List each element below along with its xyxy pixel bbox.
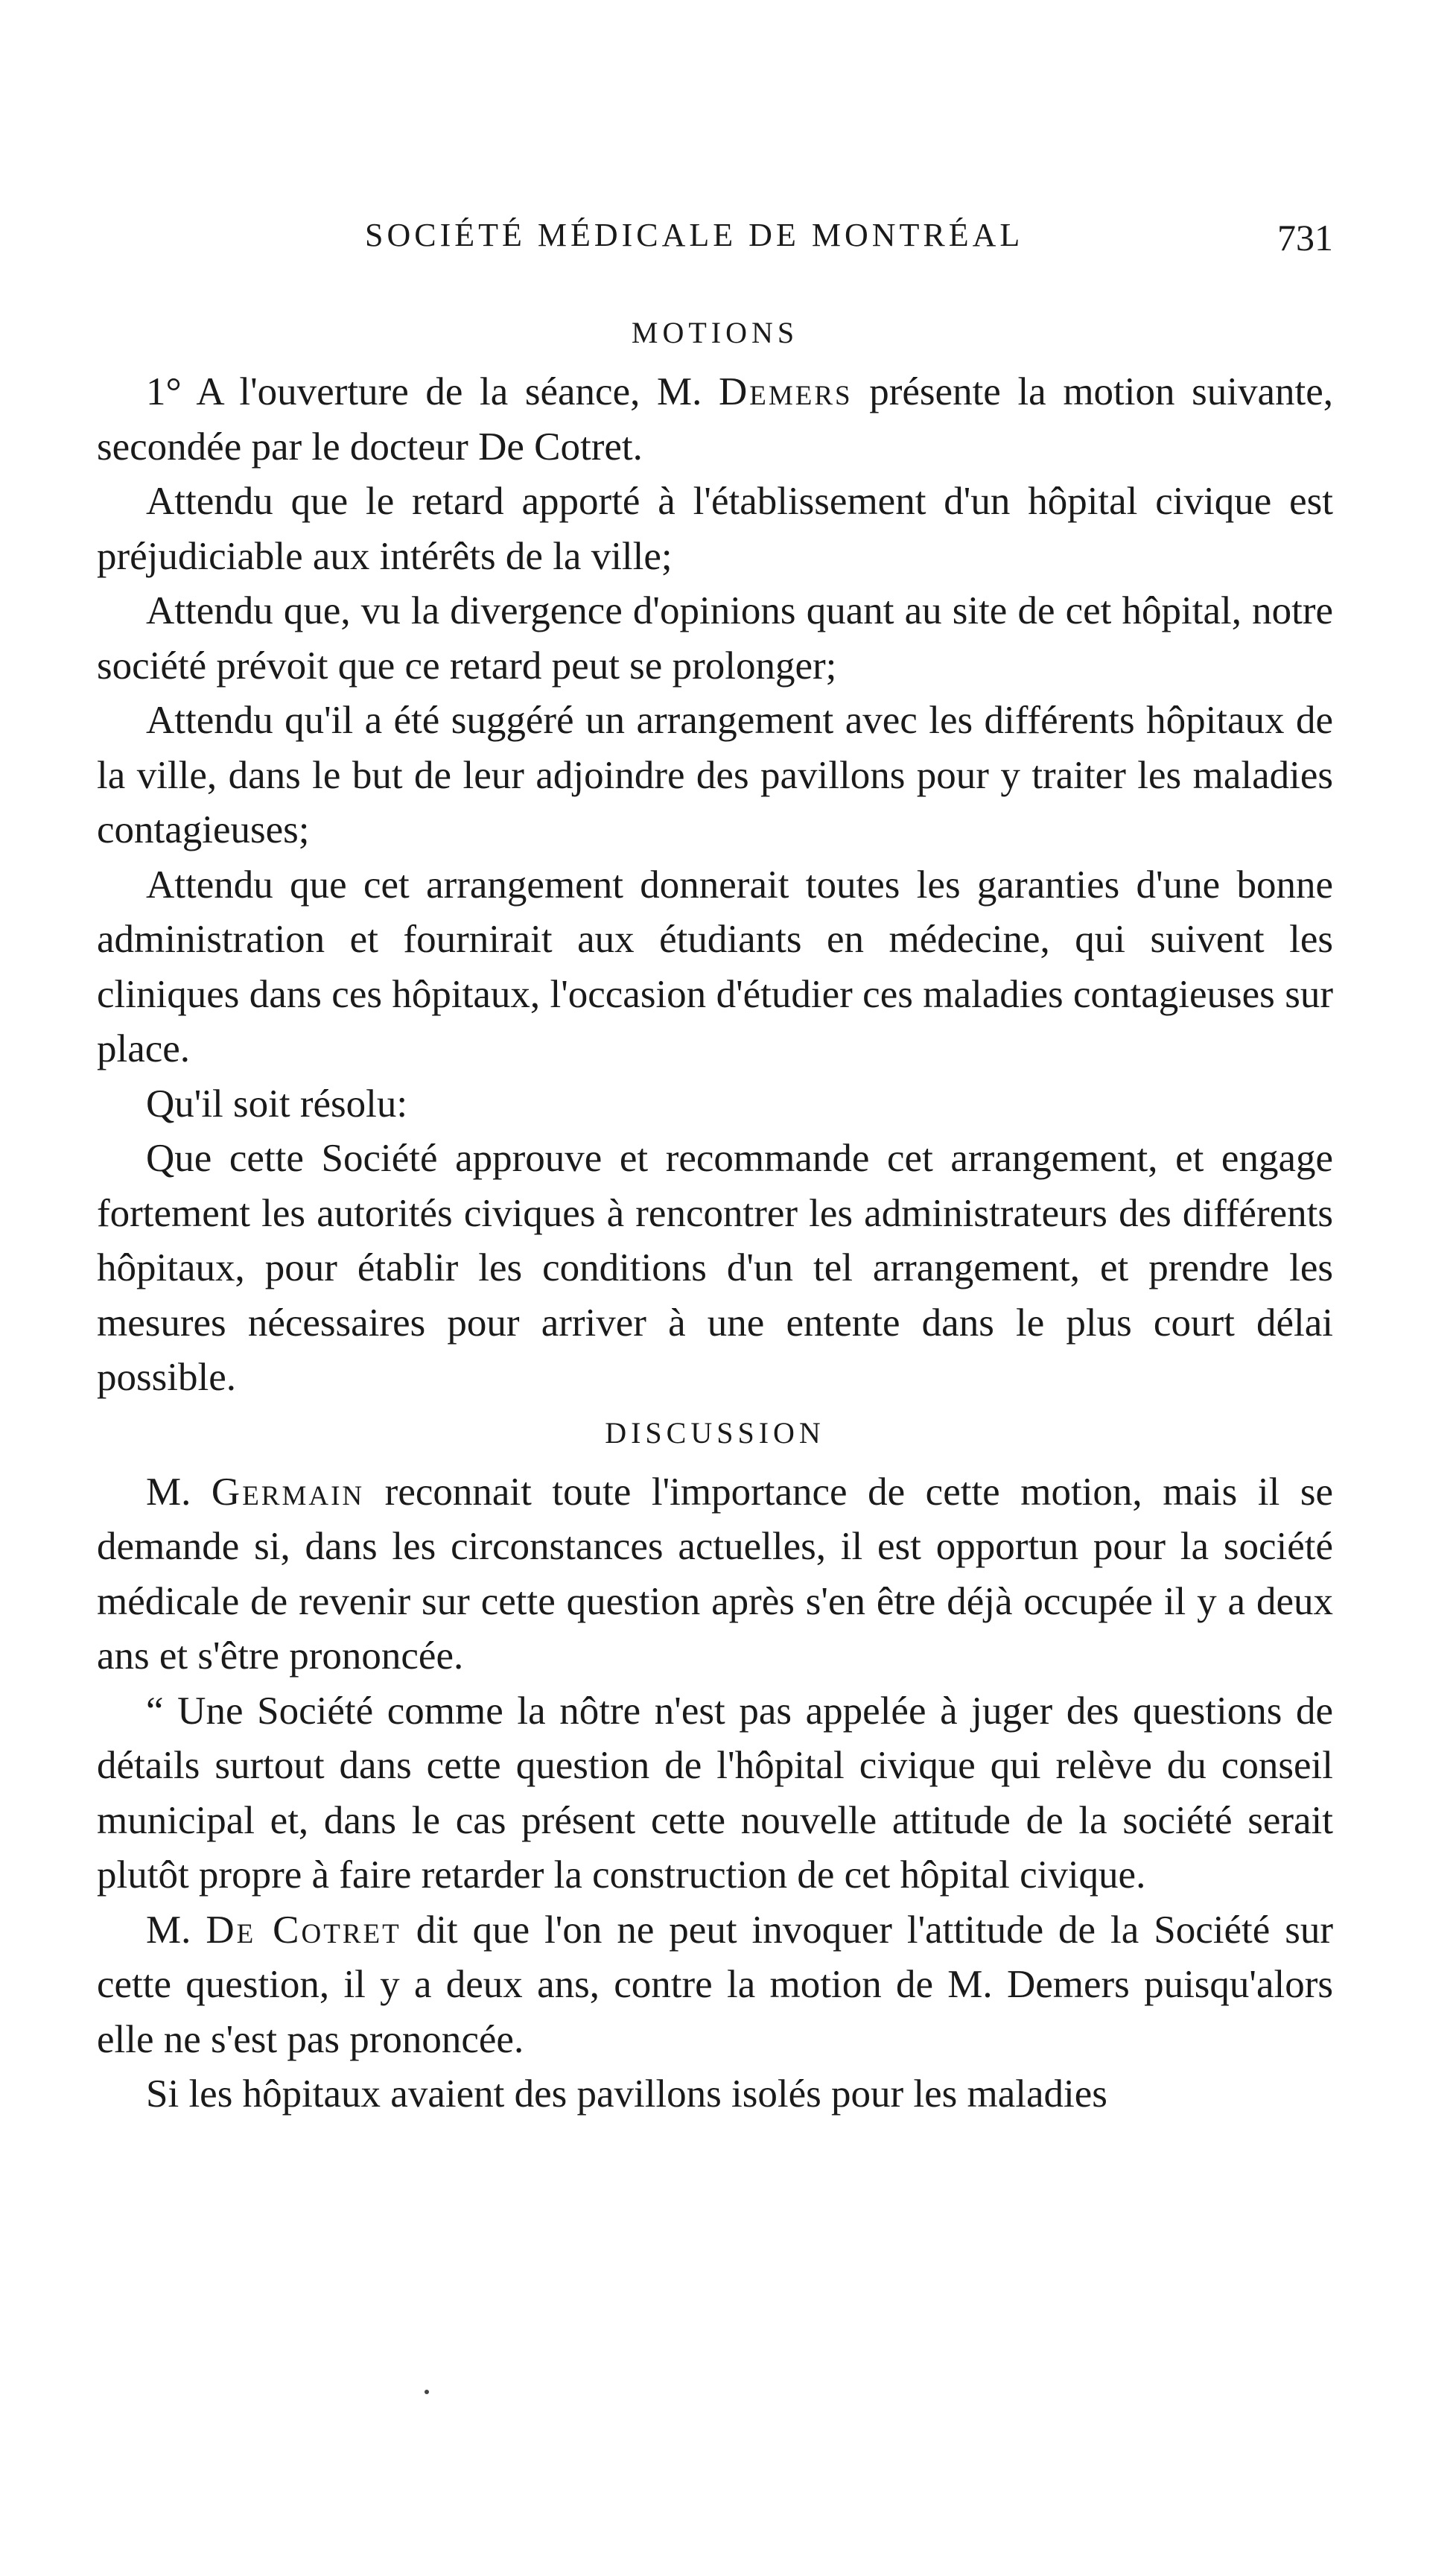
motion-paragraph: Qu'il soit résolu: [146,1082,408,1126]
speaker-name: Demers [718,370,853,413]
running-title: SOCIÉTÉ MÉDICALE DE MONTRÉAL [365,217,1024,253]
discussion-speaker-prefix: M. [146,1470,212,1514]
motion-paragraph: Attendu que, vu la divergence d'opinions quant au site de cet hôpital, notre société prévoit que ce retard peut se prolonger; [97,589,1333,688]
page-number: 731 [1277,217,1333,258]
discussion-paragraph [97,1465,1333,1684]
speaker-name: De Cotret [206,1908,401,1952]
discussion-heading: DISCUSSION [605,1415,825,1450]
discussion-paragraph [97,1903,1333,2068]
motion-paragraph: Attendu qu'il a été suggéré un arrangement avec les différents hôpitaux de la ville, dans le but de leur adjoindre des pavillons pour y traiter les maladies contagieuses; [97,699,1333,851]
discussion-speaker-prefix: M. [146,1908,206,1952]
motions-heading: MOTIONS [631,316,799,349]
motion-paragraph: Attendu que le retard apporté à l'établissement d'un hôpital civique est préjudiciable aux intérêts de la ville; [97,480,1333,578]
discussion-paragraph: “ Une Société comme la nôtre n'est pas appelée à juger des questions de détails surtout dans cette question de l'hôpital civique qui relève du conseil municipal et, dans le cas présent cette nouvelle attitude de la société serait plutôt propre à faire retarder la construction de cet hôpital civique. [97,1689,1333,1897]
motion-paragraph: Que cette Société approuve et recommande cet arrangement, et engage fortement les autorités civiques à rencontrer les administrateurs des différents hôpitaux, pour établir les conditions d'un tel arrangement, et prendre les mesures nécessaires pour arriver à une entente dans le plus court délai possible. [97,1137,1333,1399]
body-text [97,305,1333,2122]
running-head [97,216,1333,268]
discussion-paragraph: Si les hôpitaux avaient des pavillons isolés pour les maladies [146,2072,1107,2116]
motion-intro-rest: présente la motion suivante, secondée par le docteur De Cotret. [97,370,1334,469]
motion-paragraph [97,365,1333,475]
discussion-text: reconnait toute l'importance de cette motion, mais il se demande si, dans les circonstances actuelles, il est opportun pour la société médicale de revenir sur cette question après s'en être déjà occupée il y a deux ans et s'être prononcée. [97,1470,1333,1678]
motion-intro: 1° A l'ouverture de la séance, M. [146,370,719,413]
ink-speck [425,2390,429,2394]
discussion-text: dit que l'on ne peut invoquer l'attitude de la Société sur cette question, il y a deux ans, contre la motion de M. Demers puisqu'alors elle ne s'est pas prononcée. [97,1908,1333,2061]
speaker-name: Germain [211,1470,365,1514]
motion-paragraph: Attendu que cet arrangement donnerait toutes les garanties d'une bonne administration et fournirait aux étudiants en médecine, qui suivent les cliniques dans ces hôpitaux, l'occasion d'étudier ces maladies contagieuses sur place. [97,863,1333,1070]
